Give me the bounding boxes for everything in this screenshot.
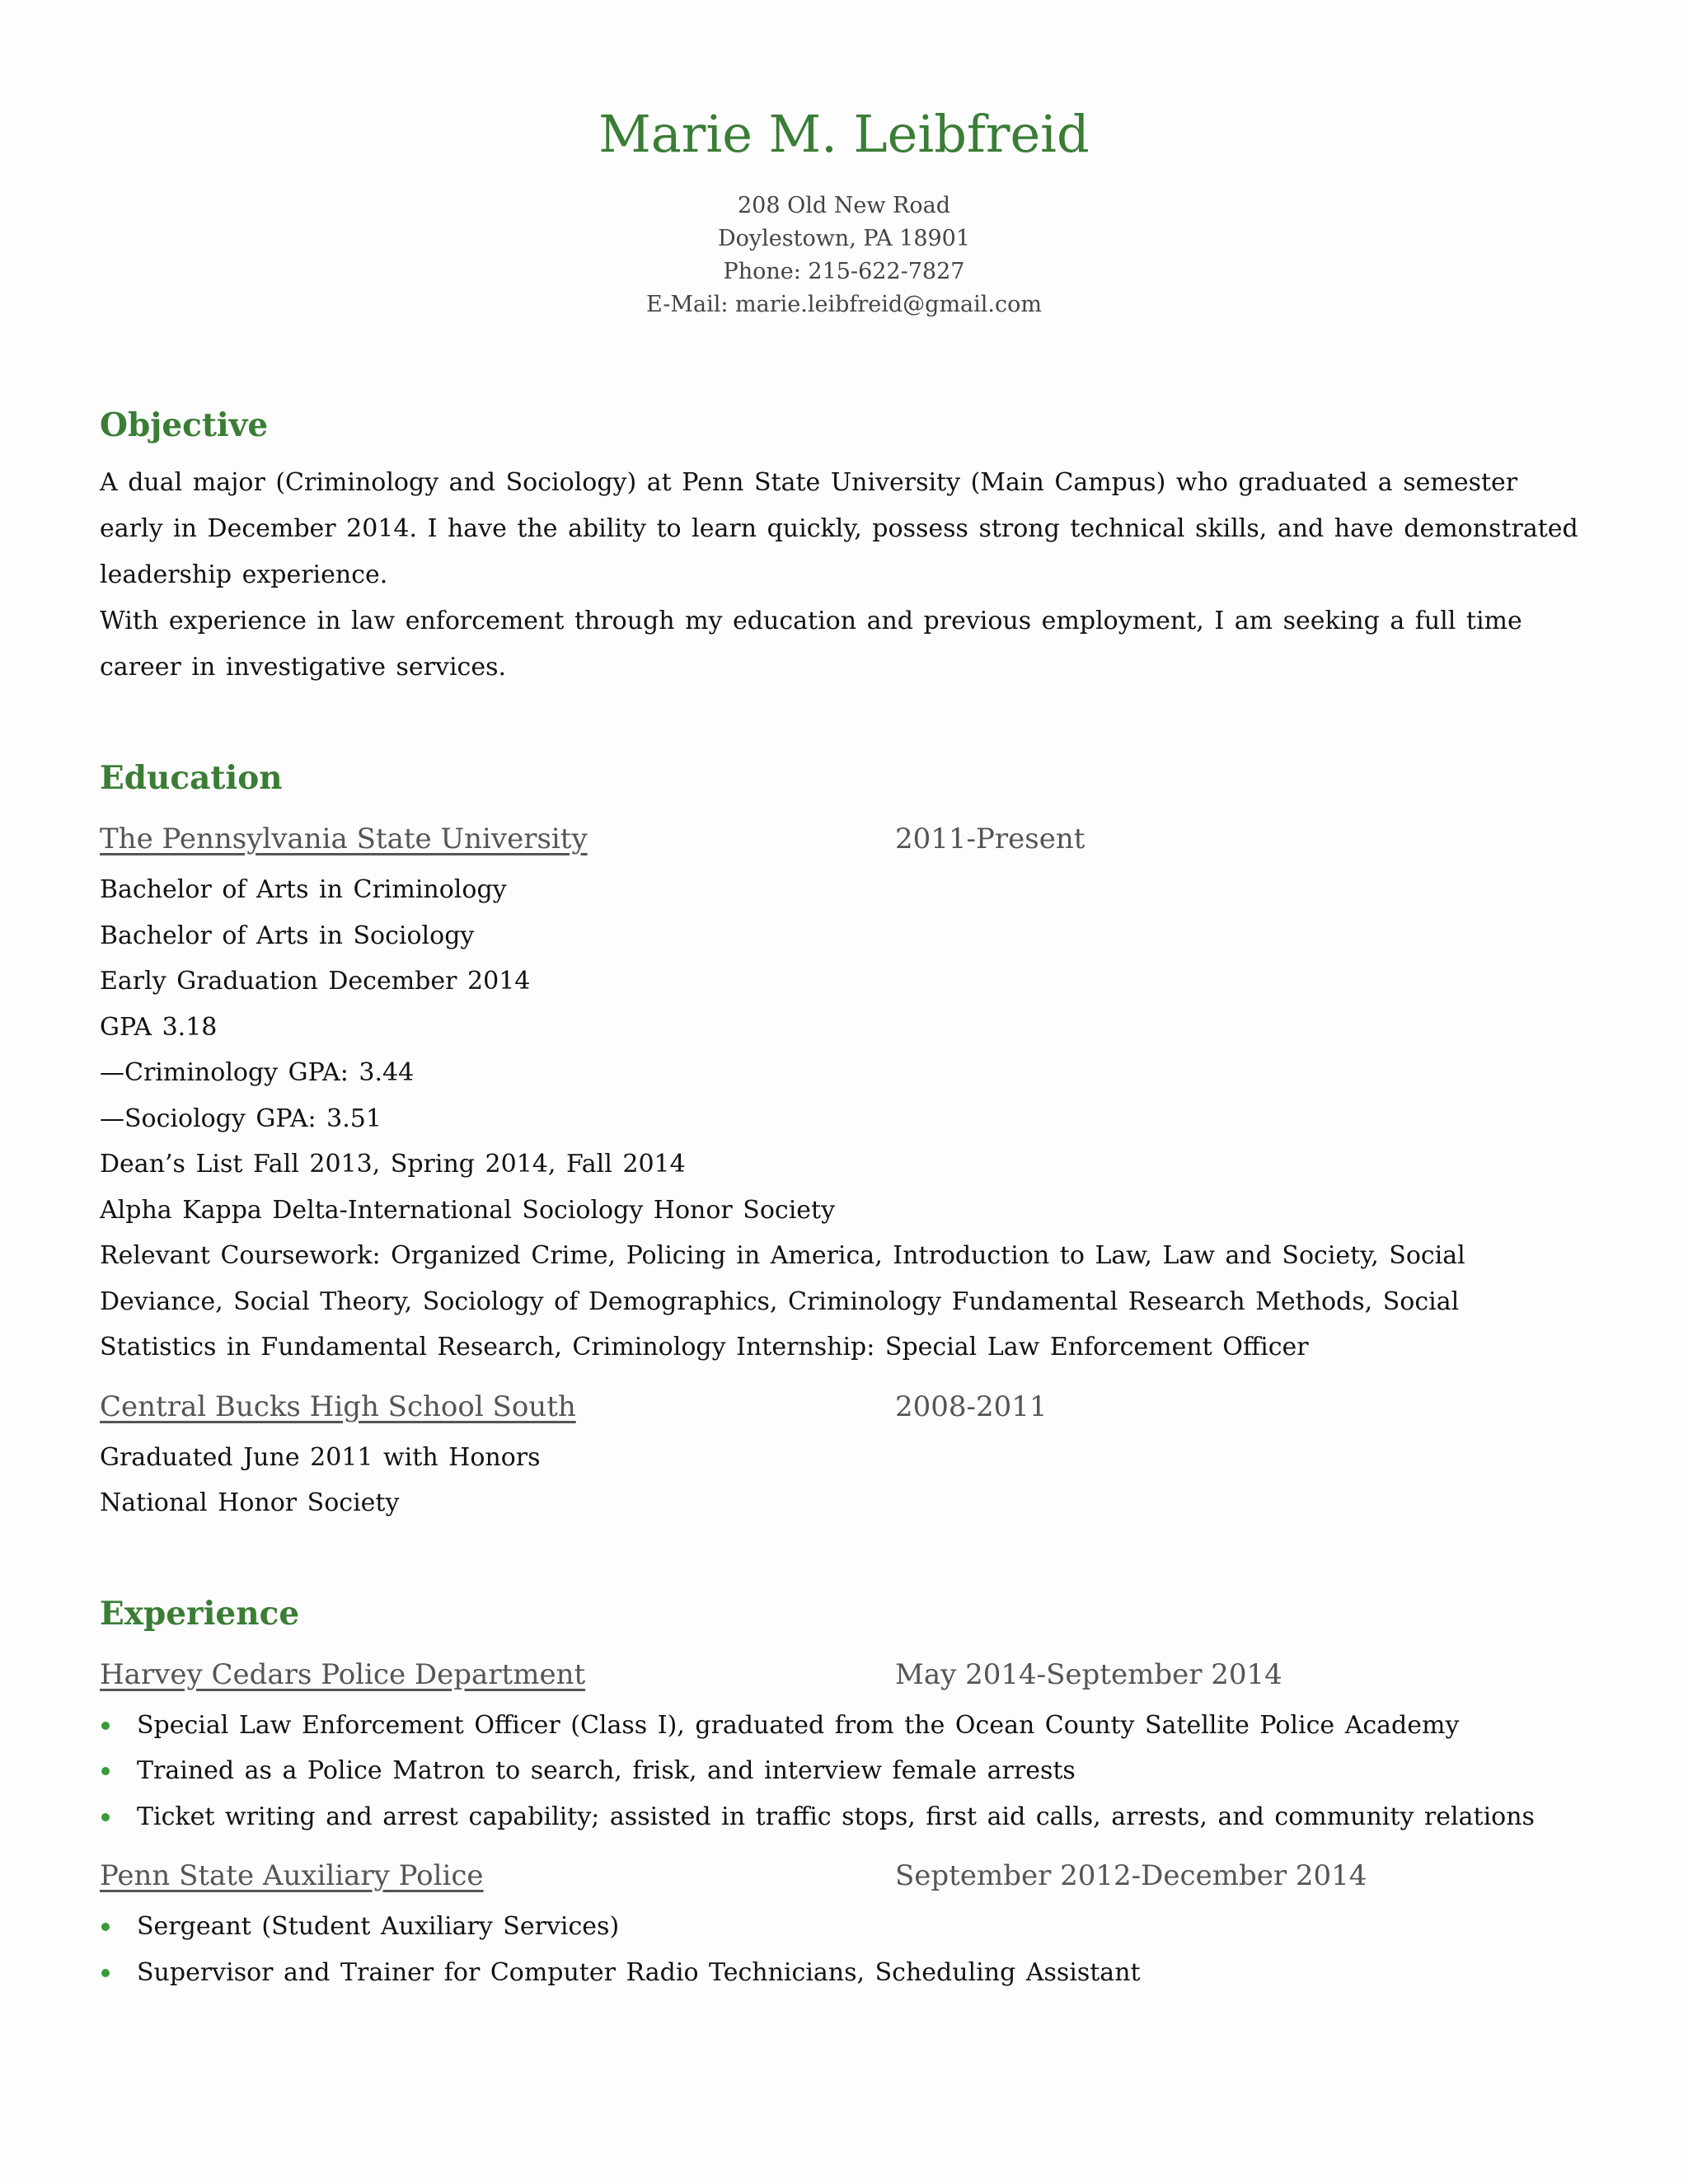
education-entry-header: [100, 1384, 1583, 1430]
education-details: [100, 1435, 1583, 1526]
experience-bullet-text: Special Law Enforcement Officer (Class I), graduated from the Ocean County Satellite Police Academy: [137, 1710, 1460, 1740]
bullet-icon: [101, 1722, 110, 1730]
experience-section: [100, 1589, 1583, 1996]
objective-body: [100, 460, 1583, 691]
education-section: [100, 753, 1583, 1526]
education-detail-line: —Sociology GPA: 3.51: [100, 1104, 382, 1133]
education-institution-link[interactable]: Central Bucks High School South: [100, 1390, 576, 1423]
bullet-icon: [101, 1813, 110, 1821]
resume-content: [100, 401, 1583, 1995]
experience-bullet: [100, 1904, 1583, 1950]
experience-bullet-text: Trained as a Police Matron to search, frisk, and interview female arrests: [137, 1756, 1076, 1785]
education-detail-line: Bachelor of Arts in Sociology: [100, 921, 475, 950]
experience-bullet: [100, 1748, 1583, 1794]
experience-bullet: [100, 1794, 1583, 1840]
contact-block: [0, 190, 1688, 321]
objective-paragraph-2: With experience in law enforcement through my education and previous employment, I am seeking a full time career in investigative services.: [100, 607, 1522, 682]
education-entry: [100, 1384, 1583, 1526]
objective-paragraph-1: A dual major (Criminology and Sociology) at Penn State University (Main Campus) who graduated a semester early in December 2014. I have the ability to learn quickly, possess strong technical skills, and have demonstrated leadership experience.: [100, 468, 1578, 589]
experience-employer-link[interactable]: Harvey Cedars Police Department: [100, 1657, 586, 1691]
education-entry-header: [100, 816, 1583, 862]
candidate-name: Marie M. Leibfreid: [598, 104, 1090, 164]
experience-dates: May 2014-September 2014: [895, 1657, 1282, 1691]
experience-bullet-text: Supervisor and Trainer for Computer Radio Technicians, Scheduling Assistant: [137, 1957, 1141, 1987]
experience-title: Experience: [100, 1594, 300, 1633]
education-detail-line: National Honor Society: [100, 1488, 400, 1517]
experience-entry: [100, 1853, 1583, 1995]
experience-bullet-list: [100, 1904, 1583, 1995]
education-entry: [100, 816, 1583, 1371]
bullet-icon: [101, 1969, 110, 1977]
experience-bullet: [100, 1703, 1583, 1749]
address-line-2: Doylestown, PA 18901: [717, 226, 971, 251]
experience-entry-header: [100, 1853, 1583, 1899]
education-detail-line: Bachelor of Arts in Criminology: [100, 875, 507, 904]
education-dates: 2011-Present: [895, 823, 1085, 855]
education-title: Education: [100, 759, 283, 797]
education-detail-line: Graduated June 2011 with Honors: [100, 1442, 541, 1472]
resume-header: [0, 97, 1688, 321]
email-line[interactable]: E-Mail: marie.leibfreid@gmail.com: [646, 292, 1042, 317]
experience-employer-link[interactable]: Penn State Auxiliary Police: [100, 1859, 484, 1892]
phone-line: Phone: 215-622-7827: [723, 259, 965, 284]
education-detail-line: —Criminology GPA: 3.44: [100, 1058, 415, 1087]
bullet-icon: [101, 1923, 110, 1931]
objective-title: Objective: [100, 406, 269, 444]
education-detail-line: Dean’s List Fall 2013, Spring 2014, Fall 2014: [100, 1150, 686, 1179]
education-detail-line: Early Graduation December 2014: [100, 967, 531, 996]
bullet-icon: [101, 1767, 110, 1775]
experience-bullet-list: [100, 1703, 1583, 1840]
experience-bullet-text: Sergeant (Student Auxiliary Services): [137, 1912, 620, 1941]
education-detail-line: GPA 3.18: [100, 1012, 218, 1042]
education-institution-link[interactable]: The Pennsylvania State University: [100, 823, 588, 855]
education-detail-line: Relevant Coursework: Organized Crime, Policing in America, Introduction to Law, Law and Society, Social Deviance, Social Theory, Sociology of Demographics, Criminology Fundamental Research Methods, Social Statistics in Fundamental Research, Criminology Internship: Special Law Enforcement Officer: [100, 1241, 1465, 1361]
address-line-1: 208 Old New Road: [737, 193, 951, 218]
education-details: [100, 867, 1583, 1371]
education-detail-line: Alpha Kappa Delta-International Sociology Honor Society: [100, 1195, 836, 1225]
experience-dates: September 2012-December 2014: [895, 1859, 1367, 1892]
objective-section: [100, 401, 1583, 691]
experience-entry: [100, 1652, 1583, 1840]
experience-bullet-text: Ticket writing and arrest capability; assisted in traffic stops, first aid calls, arrests, and community relations: [137, 1802, 1535, 1831]
experience-bullet: [100, 1950, 1583, 1996]
experience-entry-header: [100, 1652, 1583, 1698]
education-dates: 2008-2011: [895, 1390, 1048, 1423]
